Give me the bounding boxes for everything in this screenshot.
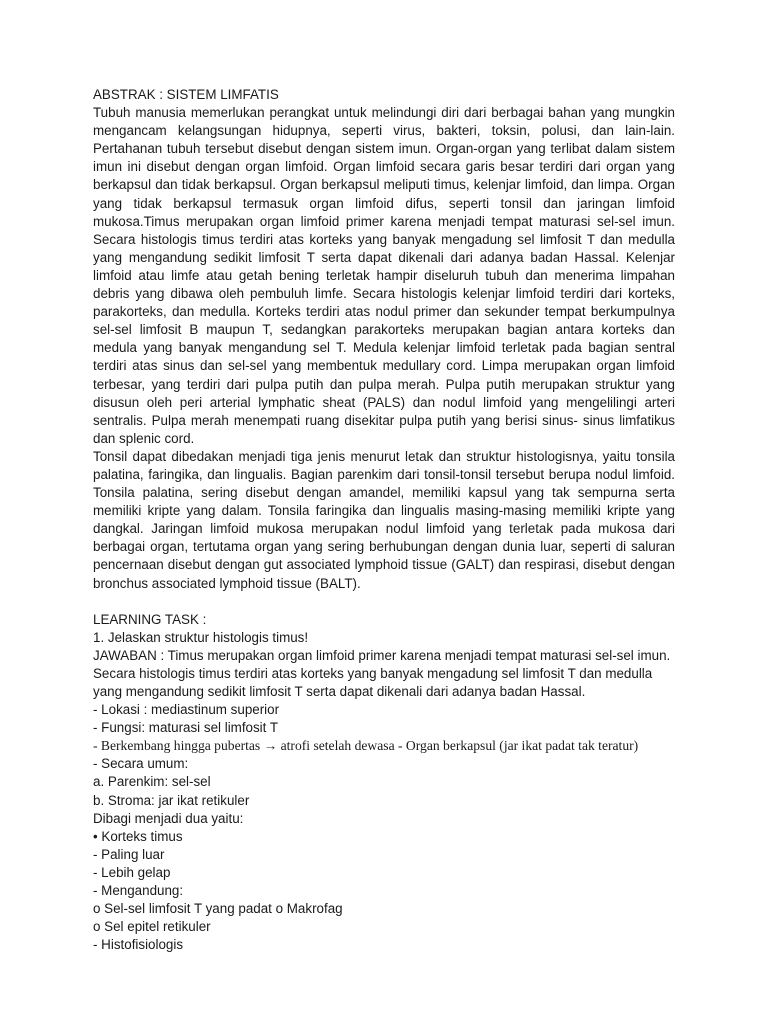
list-item-serif: - Berkembang hingga pubertas → atrofi setelah dewasa - Organ berkapsul (jar ikat padat tak teratur) [93,738,639,754]
list-item: - Mengandung: [93,883,184,899]
list-item: - Paling luar [93,846,165,862]
list-item: a. Parenkim: sel-sel [93,774,211,790]
learning-task-answer: JAWABAN : Timus merupakan organ limfoid primer karena menjadi tempat maturasi sel-sel imun. Secara histologis timus terdiri atas korteks yang banyak mengadung sel limfosit T dan medulla yang mengandung sedikit limfosit T serta dapat dikenali dari adanya badan Hassal. [93,647,671,699]
list-item: Dibagi menjadi dua yaitu: [93,810,244,826]
list-item: o Sel epitel retikuler [93,919,211,935]
document-page [93,86,675,954]
list-item: - Lebih gelap [93,864,171,880]
learning-task-title: LEARNING TASK : [93,611,207,627]
abstract-title: ABSTRAK : SISTEM LIMFATIS [93,87,279,102]
list-item: - Histofisiologis [93,937,184,953]
abstract-paragraph-1: Tubuh manusia memerlukan perangkat untuk melindungi diri dari berbagai bahan yang mungkin mengancam kelangsungan hidupnya, seperti virus, bakteri, toksin, polusi, dan lain-lain. Pertahanan tubuh tersebut disebut dengan sistem imun. Organ-organ yang terlibat dalam sistem imun ini disebut dengan organ limfoid. Organ limfoid secara garis besar terdiri dari organ yang berkapsul dan tidak berkapsul. Organ berkapsul meliputi timus, kelenjar limfoid, dan limpa. Organ yang tidak berkapsul termasuk organ limfoid difus, seperti tonsil dan jaringan limfoid mukosa.Timus merupakan organ limfoid primer karena menjadi tempat maturasi sel-sel imun. Secara histologis timus terdiri atas korteks yang banyak mengadung sel limfosit T dan medulla yang mengandung sedikit limfosit T serta dapat dikenali dari adanya badan Hassal. Kelenjar limfoid atau limfe atau getah bening terletak hampir diseluruh tubuh dan menerima limpahan debris yang dibawa oleh pembuluh limfe. Secara histologis kelenjar limfoid terdiri dari korteks, parakorteks, dan medulla. Korteks terdiri atas nodul primer dan sekunder tempat berkumpulnya sel-sel limfosit B maupun T, sedangkan parakorteks merupakan bagian antara korteks dan medula yang banyak mengandung sel T. Medula kelenjar limfoid terletak pada bagian sentral terdiri atas sinus dan sel-sel yang membentuk medullary cord. Limpa merupakan organ limfoid terbesar, yang terdiri dari pulpa putih dan pulpa merah. Pulpa putih merupakan struktur yang disusun oleh peri arterial lymphatic sheat (PALS) dan nodul limfoid yang mengelilingi arteri sentralis. Pulpa merah menempati ruang disekitar pulpa putih yang berisi sinus- sinus limfatikus dan splenic cord. [93,105,675,446]
list-item: • Korteks timus [93,828,183,844]
list-item: b. Stroma: jar ikat retikuler [93,792,250,808]
abstract-paragraph-2: Tonsil dapat dibedakan menjadi tiga jenis menurut letak dan struktur histologisnya, yaitu tonsila palatina, faringika, dan lingualis. Bagian parenkim dari tonsil-tonsil tersebut berupa nodul limfoid. Tonsila palatina, sering disebut dengan amandel, memiliki kapsul yang tak sempurna serta memiliki kripte yang dalam. Tonsila faringika dan lingualis masing-masing memiliki kripte yang dangkal. Jaringan limfoid mukosa merupakan nodul limfoid yang terletak pada mukosa dari berbagai organ, tertutama organ yang sering berhubungan dengan dunia luar, seperti di saluran pencernaan disebut dengan gut associated lymphoid tissue (GALT) dan respirasi, disebut dengan bronchus associated lymphoid tissue (BALT). [93,448,675,591]
section-spacer [93,593,675,611]
learning-task-question: 1. Jelaskan struktur histologis timus! [93,629,309,645]
list-item: - Secara umum: [93,756,189,772]
list-item: - Lokasi : mediastinum superior [93,702,280,718]
list-item: o Sel-sel limfosit T yang padat o Makrofag [93,901,343,917]
list-item: - Fungsi: maturasi sel limfosit T [93,720,279,736]
